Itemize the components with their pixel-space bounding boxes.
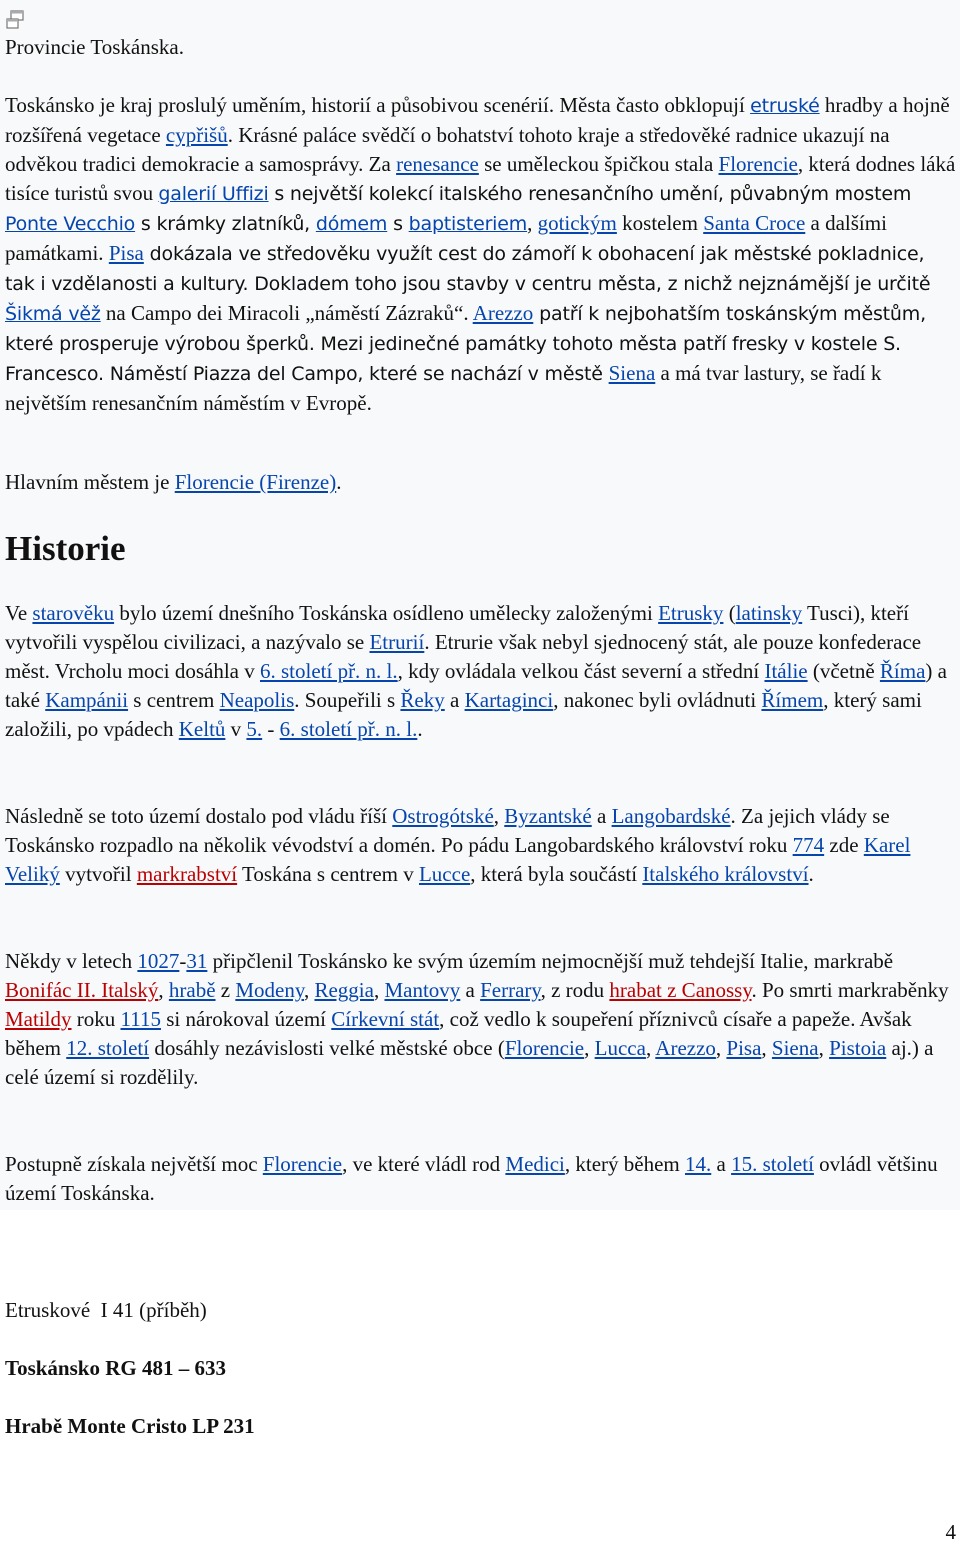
link-arezzo[interactable]: Arezzo bbox=[472, 301, 534, 325]
link-etruske[interactable]: etruské bbox=[750, 95, 820, 117]
link-rimem[interactable]: Římem bbox=[761, 688, 824, 712]
link-1027[interactable]: 1027 bbox=[137, 949, 180, 973]
link-ostrogotske[interactable]: Ostrogótské bbox=[392, 804, 494, 828]
section-heading-historie: Historie bbox=[5, 529, 126, 568]
link-lucca[interactable]: Lucca bbox=[594, 1036, 646, 1060]
history-paragraph-1: Ve starověku bylo území dnešního Toskánska osídleno umělecky založenými Etrusky (latinsky Tusci), kteří vytvořili vyspělou civilizaci, a nazývalo se Etrurií. Etrurie však nebyl sjednocený stát, ale pouze konfederace měst. Vrcholu moci dosáhla v 6. století př. n. l., kdy ovládala velkou část severní a střední Itálie (včetně Říma) a také Kampánii s centrem Neapolis. Soupeřili s Řeky a Kartaginci, nakonec byli ovládnuti Římem, který sami založili, po vpádech Keltů v 5. - 6. století př. n. l.. bbox=[5, 601, 947, 741]
link-italskeho-kralovstvi[interactable]: Italského království bbox=[642, 862, 809, 886]
link-uffizi[interactable]: galerií Uffizi bbox=[158, 183, 269, 205]
capital-paragraph: Hlavním městem je Florencie (Firenze). bbox=[5, 470, 342, 494]
link-hrabe[interactable]: hrabě bbox=[168, 978, 216, 1002]
link-14[interactable]: 14. bbox=[685, 1152, 712, 1176]
link-cyprisu[interactable]: cypřišů bbox=[165, 123, 228, 147]
link-florencie-3[interactable]: Florencie bbox=[262, 1152, 343, 1176]
link-etrurii[interactable]: Etrurií bbox=[369, 630, 425, 654]
link-siena-2[interactable]: Siena bbox=[771, 1036, 819, 1060]
note-hrabe-monte-cristo: Hrabě Monte Cristo LP 231 bbox=[5, 1414, 255, 1438]
link-kartaginci[interactable]: Kartaginci bbox=[464, 688, 554, 712]
link-langobardske[interactable]: Langobardské bbox=[611, 804, 731, 828]
link-santa-croce[interactable]: Santa Croce bbox=[703, 211, 806, 235]
history-paragraph-3: Někdy v letech 1027-31 připčlenil Toskánsko ke svým územím nejmocnější muž tehdejší Italie, markrabě Bonifác II. Italský, hrabě z Modeny, Reggia, Mantovy a Ferrary, z rodu hrabat z Canossy. Po smrti markraběnky Matildy roku 1115 si nárokoval území Církevní stát, což vedlo k soupeření příznivců císaře a papeže. Avšak během 12. století dosáhly nezávislosti velké městské obce (Florencie, Lucca, Arezzo, Pisa, Siena, Pistoia aj.) a celé území si rozdělily. bbox=[5, 949, 949, 1089]
link-sikma-vez[interactable]: Šikmá věž bbox=[5, 303, 101, 325]
link-reggia[interactable]: Reggia bbox=[314, 978, 374, 1002]
link-5[interactable]: 5. bbox=[246, 717, 263, 741]
link-6-stoleti-2[interactable]: 6. století př. n. l. bbox=[279, 717, 418, 741]
history-paragraph-4: Postupně získala největší moc Florencie, ve které vládl rod Medici, který během 14. a 15. století ovládl většinu území Toskánska. bbox=[5, 1152, 938, 1205]
link-774[interactable]: 774 bbox=[792, 833, 825, 857]
link-12-stoleti[interactable]: 12. století bbox=[66, 1036, 150, 1060]
link-cirkevni-stat[interactable]: Církevní stát bbox=[331, 1007, 440, 1031]
link-karel-veliky[interactable]: Karel Veliký bbox=[5, 833, 911, 886]
link-ponte-vecchio[interactable]: Ponte Vecchio bbox=[5, 213, 136, 235]
link-florencie-2[interactable]: Florencie bbox=[504, 1036, 585, 1060]
link-canossy[interactable]: hrabat z Canossy bbox=[609, 978, 752, 1002]
link-italie[interactable]: Itálie bbox=[764, 659, 808, 683]
link-keltu[interactable]: Keltů bbox=[178, 717, 226, 741]
link-staroveku[interactable]: starověku bbox=[32, 601, 115, 625]
link-kampanii[interactable]: Kampánii bbox=[45, 688, 129, 712]
link-neapolis[interactable]: Neapolis bbox=[219, 688, 295, 712]
link-reky[interactable]: Řeky bbox=[400, 688, 445, 712]
link-ferrary[interactable]: Ferrary bbox=[480, 978, 541, 1002]
link-modeny[interactable]: Modeny bbox=[235, 978, 304, 1002]
link-baptisteriem[interactable]: baptisteriem bbox=[408, 213, 528, 235]
link-pisa[interactable]: Pisa bbox=[108, 241, 144, 265]
description-paragraph: Toskánsko je kraj proslulý uměním, historií a působivou scenérií. Města často obklopují etruské hradby a hojně rozšířená vegetace cypřišů. Krásné paláce svědčí o bohatství tohoto kraje a středověké radnice ukazují na odvěkou tradici demokracie a samosprávy. Za renesance se uměleckou špičkou stala Florencie, která dodnes láká tisíce turistů svou galerií Uffizi s největší kolekcí italského renesančního umění, půvabným mostem Ponte Vecchio s krámky zlatníků, dómem s baptisteriem, gotickým kostelem Santa Croce a dalšími památkami. Pisa dokázala ve středověku využít cest do zámoří k obohacení jak městské pokladnice, tak i vzdělanosti a kultury. Dokladem toho jsou stavby v centru města, z nichž nejznámější je určitě Šikmá věž na Campo dei Miracoli „náměstí Zázraků“. Arezzo patří k nejbohatším toskánským městům, které prosperuje výrobou šperků. Mezi jedinečné památky tohoto města patří fresky v kostele S. Francesco. Náměstí Piazza del Campo, které se nachází v městě Siena a má tvar lastury, se řadí k největším renesančním náměstím v Evropě. bbox=[5, 93, 956, 415]
link-medici[interactable]: Medici bbox=[505, 1152, 565, 1176]
note-etruskove: Etruskové I 41 (příběh) bbox=[5, 1298, 207, 1322]
link-gotickym[interactable]: gotickým bbox=[537, 211, 617, 235]
link-rima[interactable]: Říma bbox=[879, 659, 926, 683]
link-etrusky[interactable]: Etrusky bbox=[658, 601, 724, 625]
link-bonifac[interactable]: Bonifác II. Italský bbox=[5, 978, 159, 1002]
note-toskansko: Toskánsko RG 481 – 633 bbox=[5, 1356, 226, 1380]
link-renesance[interactable]: renesance bbox=[396, 152, 479, 176]
link-15-stoleti[interactable]: 15. století bbox=[731, 1152, 814, 1176]
link-lucce[interactable]: Lucce bbox=[418, 862, 471, 886]
link-latinsky[interactable]: latinsky bbox=[735, 601, 803, 625]
link-byzantske[interactable]: Byzantské bbox=[504, 804, 592, 828]
window-restore-icon[interactable] bbox=[5, 9, 27, 31]
link-pistoia[interactable]: Pistoia bbox=[829, 1036, 887, 1060]
history-paragraph-2: Následně se toto území dostalo pod vládu říší Ostrogótské, Byzantské a Langobardské. Za jejich vlády se Toskánsko rozpadlo na několik vévodství a domén. Po pádu Langobardského království roku 774 zde Karel Veliký vytvořil markrabství Toskána s centrem v Lucce, která byla součástí Italského království. bbox=[5, 804, 911, 886]
page-number: 4 bbox=[945, 1520, 956, 1544]
link-pisa-2[interactable]: Pisa bbox=[726, 1036, 762, 1060]
link-florencie-firenze[interactable]: Florencie (Firenze) bbox=[174, 470, 337, 494]
link-matildy[interactable]: Matildy bbox=[5, 1007, 72, 1031]
link-florencie[interactable]: Florencie bbox=[718, 152, 798, 176]
intro-title: Provincie Toskánska. bbox=[5, 35, 184, 59]
link-markrabstvi[interactable]: markrabství bbox=[136, 862, 238, 886]
link-mantovy[interactable]: Mantovy bbox=[384, 978, 461, 1002]
link-31[interactable]: 31 bbox=[186, 949, 208, 973]
link-siena[interactable]: Siena bbox=[608, 361, 656, 385]
link-1115[interactable]: 1115 bbox=[120, 1007, 161, 1031]
link-domem[interactable]: dómem bbox=[315, 213, 388, 235]
link-6-stoleti[interactable]: 6. století př. n. l. bbox=[259, 659, 398, 683]
link-arezzo-2[interactable]: Arezzo bbox=[655, 1036, 716, 1060]
